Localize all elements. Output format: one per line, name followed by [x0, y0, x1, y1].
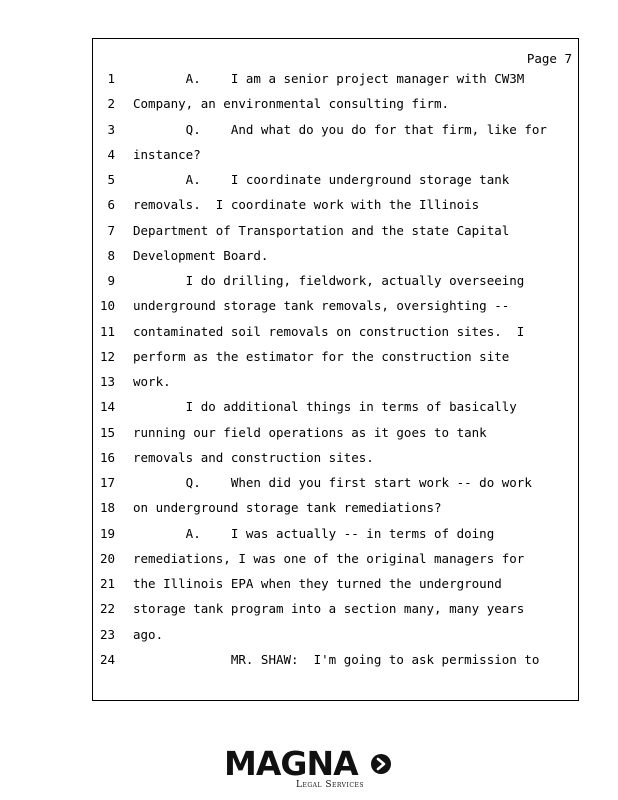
transcript-line	[93, 601, 578, 621]
transcript-line	[93, 71, 578, 91]
line-text: Q. When did you first start work -- do work	[133, 475, 532, 490]
line-text: MR. SHAW: I'm going to ask permission to	[133, 651, 540, 667]
line-number: 16	[99, 449, 115, 465]
line-number: 15	[99, 424, 115, 440]
transcript-line	[93, 96, 578, 116]
transcript-line	[93, 475, 578, 495]
line-number: 19	[99, 525, 115, 541]
line-text: instance?	[133, 146, 201, 162]
line-text: remediations, I was one of the original managers for	[133, 550, 525, 566]
line-text: I do drilling, fieldwork, actually overseeing	[133, 273, 525, 288]
transcript-line	[93, 374, 578, 394]
transcript-line	[93, 399, 578, 419]
line-text: removals. I coordinate work with the Illinois	[133, 197, 480, 213]
transcript-line	[93, 576, 578, 596]
line-number: 9	[107, 273, 115, 288]
transcript-line	[93, 223, 578, 243]
line-text: on underground storage tank remediations?	[133, 500, 442, 516]
line-text: the Illinois EPA when they turned the underground	[133, 576, 502, 591]
line-text: ago.	[133, 626, 164, 642]
transcript-line	[93, 652, 578, 672]
line-number: 5	[107, 172, 115, 187]
transcript-line	[93, 298, 578, 318]
transcript-line	[93, 248, 578, 268]
line-number: 12	[99, 348, 115, 364]
line-text: storage tank program into a section many, many years	[133, 601, 525, 617]
transcript-line	[93, 197, 578, 217]
page-number: Page 7	[526, 51, 572, 66]
line-number: 10	[99, 298, 115, 314]
line-number: 11	[99, 323, 115, 339]
line-number: 6	[107, 197, 115, 213]
logo-wordmark: MAGNA	[224, 744, 358, 783]
line-text: contaminated soil removals on construction sites. I	[133, 323, 525, 339]
line-text: underground storage tank removals, oversighting --	[133, 298, 510, 314]
magna-logo	[224, 744, 396, 792]
line-number: 1	[107, 71, 115, 86]
line-number: 23	[99, 626, 115, 642]
line-number: 4	[107, 146, 115, 162]
line-number: 13	[99, 374, 115, 389]
line-text: A. I am a senior project manager with CW3M	[133, 71, 525, 86]
line-number: 18	[99, 500, 115, 516]
transcript-line	[93, 122, 578, 142]
transcript-line	[93, 324, 578, 344]
transcript-line	[93, 273, 578, 293]
line-number: 21	[99, 576, 115, 591]
line-number: 17	[99, 475, 115, 490]
line-text: removals and construction sites.	[133, 449, 374, 465]
arrow-circle-icon	[370, 753, 392, 775]
logo-subtitle: Legal Services	[296, 780, 364, 790]
line-number: 22	[99, 601, 115, 617]
transcript-line	[93, 450, 578, 470]
transcript-page	[92, 38, 579, 701]
line-number: 20	[99, 550, 115, 566]
line-text: A. I coordinate underground storage tank	[133, 172, 510, 187]
line-number: 14	[99, 399, 115, 415]
transcript-line	[93, 627, 578, 647]
line-text: Department of Transportation and the state Capital	[133, 222, 510, 238]
line-number: 8	[107, 247, 115, 263]
line-text: Company, an environmental consulting firm.	[133, 96, 450, 112]
line-text: A. I was actually -- in terms of doing	[133, 525, 495, 541]
transcript-line	[93, 500, 578, 520]
line-number: 7	[107, 222, 115, 238]
line-text: Development Board.	[133, 247, 269, 263]
line-number: 2	[107, 96, 115, 112]
line-text: running our field operations as it goes to tank	[133, 424, 487, 440]
transcript-line	[93, 425, 578, 445]
transcript-line	[93, 349, 578, 369]
transcript-line	[93, 526, 578, 546]
line-text: Q. And what do you do for that firm, like for	[133, 121, 547, 137]
transcript-line	[93, 172, 578, 192]
line-text: I do additional things in terms of basically	[133, 399, 517, 415]
line-number: 24	[99, 651, 115, 667]
line-number: 3	[107, 121, 115, 137]
transcript-line	[93, 147, 578, 167]
line-text: perform as the estimator for the construction site	[133, 348, 510, 364]
line-text: work.	[133, 374, 171, 389]
transcript-line	[93, 551, 578, 571]
